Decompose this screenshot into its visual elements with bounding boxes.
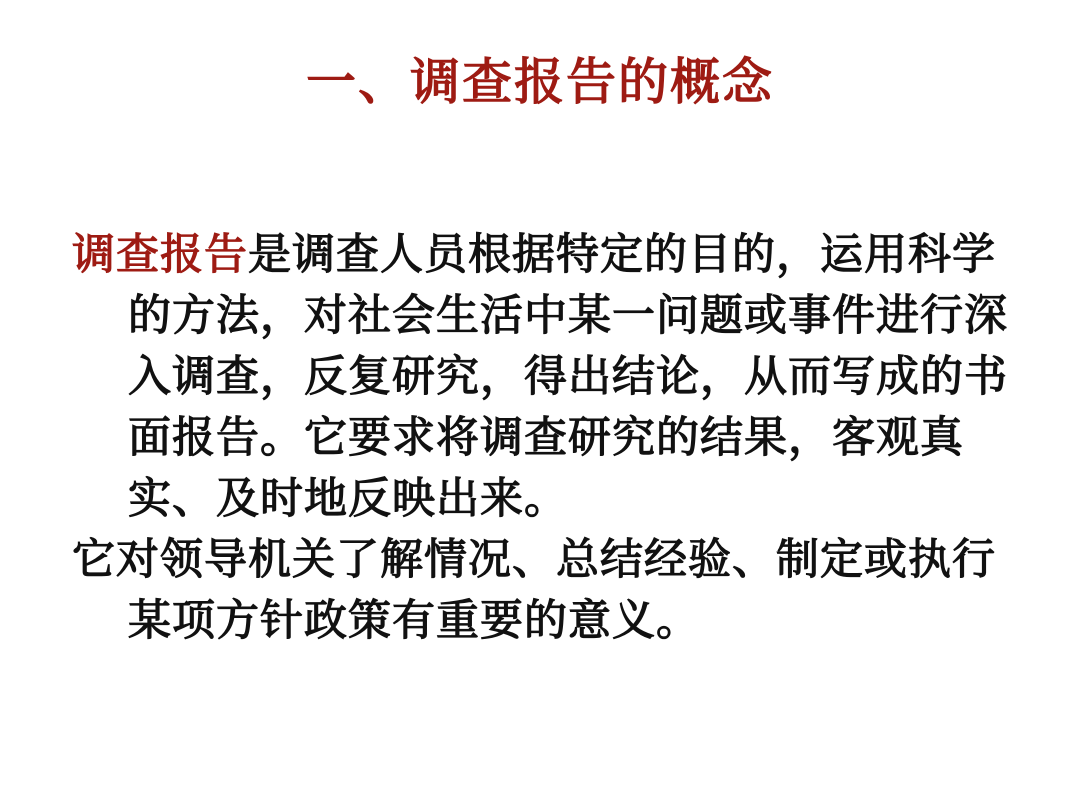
page-title: 一、调查报告的概念 [306, 52, 774, 111]
paragraph-2-text: 它对领导机关了解情况、总结经验、制定或执行某项方针政策有重要的意义。 [72, 535, 996, 647]
slide-body [72, 225, 1012, 652]
paragraph-1 [72, 225, 1012, 530]
paragraph-2 [72, 530, 1012, 652]
paragraph-1-text: 是调查人员根据特定的目的，运用科学的方法，对社会生活中某一问题或事件进行深入调查，反复研究，得出结论，从而写成的书面报告。它要求将调查研究的结果，客观真实、及时地反映出来。 [128, 230, 1008, 525]
keyword-highlight: 调查报告 [72, 230, 248, 280]
